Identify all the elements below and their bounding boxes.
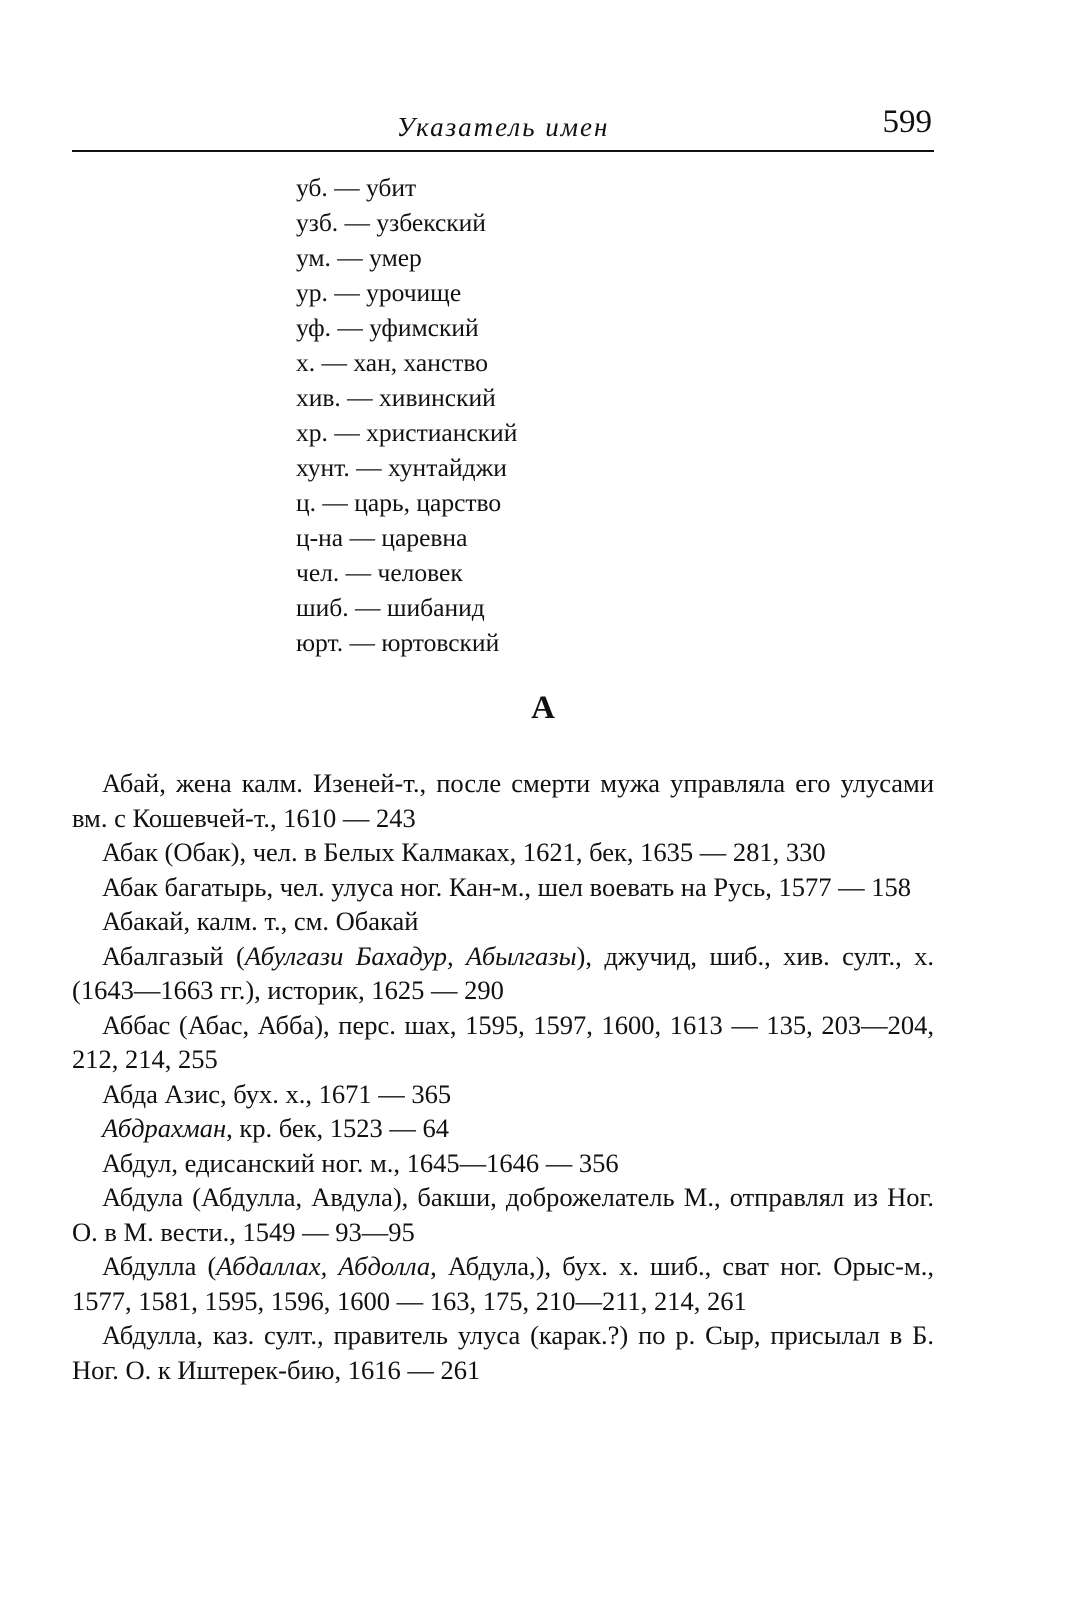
abbreviation-item: ум. — умер	[296, 243, 422, 272]
page-number: 599	[882, 104, 932, 140]
entry-text: Аббас (Абас, Абба), перс. шах, 1595, 1597, 1600, 1613 — 135, 203—204, 212, 214, 255	[72, 1009, 934, 1074]
entry-text: Абалгазый (	[102, 940, 245, 971]
running-title: Указатель имен	[396, 112, 610, 142]
abbreviation-item: узб. — узбекский	[296, 208, 486, 237]
entry-text: , Абдула,), бух. х. шиб., сват ног. Орыс-м., 1577, 1581, 1595, 1596, 1600 — 163, 175, 210—211, 214, 261	[72, 1251, 935, 1316]
abbreviation-item: хр. — христианский	[296, 418, 518, 447]
abbreviation-item: чел. — человек	[296, 558, 463, 587]
abbreviation-item: уф. — уфимский	[296, 313, 479, 342]
section-letter: А	[531, 690, 555, 726]
entry-text: Абдул, едисанский ног. м., 1645—1646 — 356	[102, 1147, 619, 1178]
entry-variant-names: Абдрахман	[102, 1113, 227, 1143]
index-entry	[72, 835, 934, 870]
index-entry	[72, 1077, 934, 1112]
entry-text: Абакай, калм. т., см. Обакай	[102, 906, 419, 936]
entry-variant-names: Абулгази Бахадур, Абылгазы	[244, 940, 577, 971]
entry-text: Абдулла, каз. султ., правитель улуса (карак.?) по р. Сыр, присылал в Б. Ног. О. к Иштерек-бию, 1616 — 261	[72, 1320, 934, 1385]
entry-text: Абдула (Абдулла, Авдула), бакши, доброжелатель М., отправлял из Ног. О. в М. вести., 1549 — 93—95	[72, 1182, 934, 1247]
entry-text: Абак багатырь, чел. улуса ног. Кан-м., шел воевать на Русь, 1577 — 158	[102, 871, 911, 902]
index-entry	[72, 870, 934, 905]
abbreviation-item: шиб. — шибанид	[296, 593, 485, 622]
page-header	[72, 100, 934, 152]
entry-text: Абай, жена калм. Изеней-т., после смерти мужа управляла его улусами вм. с Кошевчей-т., 1610 — 243	[72, 768, 934, 833]
entry-variant-names: Абдаллах, Абдолла	[216, 1251, 431, 1281]
abbreviation-item: юрт. — юртовский	[296, 628, 500, 657]
index-entry	[72, 766, 934, 835]
index-entry	[72, 1146, 934, 1181]
entry-text: Абак (Обак), чел. в Белых Калмаках, 1621, бек, 1635 — 281, 330	[102, 837, 826, 867]
entry-text: , кр. бек, 1523 — 64	[226, 1113, 449, 1143]
abbreviation-item: ц-на — царевна	[296, 523, 468, 552]
abbreviation-item: хунт. — хунтайджи	[296, 453, 507, 482]
index-entry	[72, 1180, 934, 1249]
index-entry	[72, 1111, 934, 1146]
abbreviation-list	[296, 170, 517, 660]
abbreviation-item: хив. — хивинский	[296, 383, 496, 412]
entry-text: Абда Азис, бух. х., 1671 — 365	[102, 1078, 452, 1109]
index-entry	[72, 1008, 934, 1077]
abbreviation-item: ц. — царь, царство	[296, 488, 502, 517]
entry-text: Абдулла (	[102, 1251, 217, 1281]
abbreviation-item: уб. — убит	[296, 173, 417, 202]
index-entry	[72, 1249, 934, 1318]
index-entries	[72, 766, 934, 1387]
index-entry	[72, 939, 934, 1008]
abbreviation-item: ур. — урочище	[296, 278, 462, 307]
index-entry	[72, 1318, 934, 1387]
abbreviation-item: х. — хан, ханство	[296, 348, 488, 377]
index-entry	[72, 904, 934, 939]
entry-text: ), джучид, шиб., хив. султ., х. (1643—1663 гг.), историк, 1625 — 290	[72, 940, 934, 1005]
